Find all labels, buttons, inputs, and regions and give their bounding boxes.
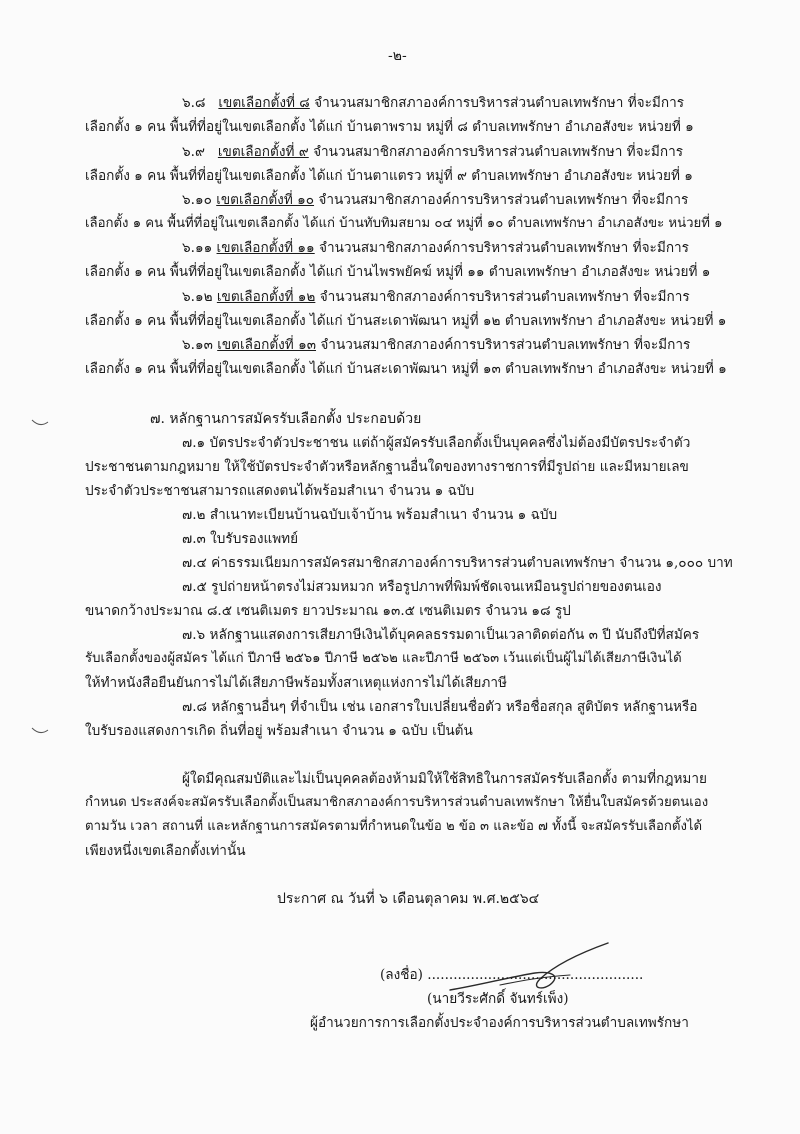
requirement-line: ให้ทำหนังสือยืนยันการไม่ได้เสียภาษีพร้อมทั้งสาเหตุแห่งการไม่ได้เสียภาษี [85,675,507,691]
requirement-line: ประชาชนตามกฎหมาย ให้ใช้บัตรประจำตัวหรือหลักฐานอื่นใดของทางราชการที่มีรูปถ่าย และมีหมายเลข [85,459,689,475]
district-area: เลือกตั้ง ๑ คน พื้นที่ที่อยู่ในเขตเลือกตั้ง ได้แก่ บ้านทับทิมสยาม ๐๔ หมู่ที่ ๑๐ ตำบลเทพรักษา อำเภอสังขะ หน่วยที่ ๑ [85,216,723,231]
requirement-line: ๗.๕ รูปถ่ายหน้าตรงไม่สวมหมวก หรือรูปภาพที่พิมพ์ชัดเจนเหมือนรูปถ่ายของตนเอง [182,579,662,595]
district-text: จำนวนสมาชิกสภาองค์การบริหารส่วนตำบลเทพรักษา ที่จะมีการ [319,289,690,305]
closing-paragraph-line: กำหนด ประสงค์จะสมัครรับเลือกตั้งเป็นสมาชิกสภาองค์การบริหารส่วนตำบลเทพรักษา ให้ยื่นใบสมัครด้วยตนเอง [85,795,709,810]
requirement-line: ๗.๓ ใบรับรองแพทย์ [182,531,299,547]
district-label: เขตเลือกตั้งที่ ๑๑ [216,240,315,256]
district-area: เลือกตั้ง ๑ คน พื้นที่ที่อยู่ในเขตเลือกตั้ง ได้แก่ บ้านสะเดาพัฒนา หมู่ที่ ๑๒ ตำบลเทพรักษา อำเภอสังขะ หน่วยที่ ๑ [85,313,727,329]
district-number: ๖.๑๐ [182,192,212,208]
announcement-date: ประกาศ ณ วันที่ ๖ เดือนตุลาคม พ.ศ.๒๕๖๔ [277,891,540,907]
signatory-position: ผู้อำนวยการการเลือกตั้งประจำองค์การบริหารส่วนตำบลเทพรักษา [310,1015,689,1031]
district-label: เขตเลือกตั้งที่ ๑๒ [216,289,316,305]
district-line [182,93,684,113]
district-label: เขตเลือกตั้งที่ ๑๐ [216,192,315,208]
requirement-line: ๗.๘ หลักฐานอื่นๆ ที่จำเป็น เช่น เอกสารใบเปลี่ยนชื่อตัว หรือชื่อสกุล สูติบัตร หลักฐานหรือ [182,699,698,715]
signature-line: (ลงชื่อ) .................................................. [380,967,644,983]
page-number: -๒- [388,48,407,64]
district-line [182,335,690,355]
district-text: จำนวนสมาชิกสภาองค์การบริหารส่วนตำบลเทพรักษา ที่จะมีการ [319,240,689,256]
requirement-line: ประจำตัวประชาชนสามารถแสดงตนได้พร้อมสำเนา จำนวน ๑ ฉบับ [85,483,475,499]
district-number: ๖.๙ [182,144,205,160]
requirement-line: ๗.๒ สำเนาทะเบียนบ้านฉบับเจ้าบ้าน พร้อมสำเนา จำนวน ๑ ฉบับ [182,507,558,523]
district-number: ๖.๑๒ [182,289,213,305]
district-text: จำนวนสมาชิกสภาองค์การบริหารส่วนตำบลเทพรักษา ที่จะมีการ [314,95,685,111]
district-area: เลือกตั้ง ๑ คน พื้นที่ที่อยู่ในเขตเลือกตั้ง ได้แก่ บ้านสะเดาพัฒนา หมู่ที่ ๑๓ ตำบลเทพรักษา อำเภอสังขะ หน่วยที่ ๑ [85,361,727,377]
district-text: จำนวนสมาชิกสภาองค์การบริหารส่วนตำบลเทพรักษา ที่จะมีการ [318,192,689,208]
district-area: เลือกตั้ง ๑ คน พื้นที่ที่อยู่ในเขตเลือกตั้ง ได้แก่ บ้านตาแตรว หมู่ที่ ๙ ตำบลเทพรักษา อำเภอสังขะ หน่วยที่ ๑ [85,168,693,184]
district-line [182,238,689,258]
district-number: ๖.๑๑ [182,240,213,256]
district-text: จำนวนสมาชิกสภาองค์การบริหารส่วนตำบลเทพรักษา ที่จะมีการ [313,144,684,160]
district-text: จำนวนสมาชิกสภาองค์การบริหารส่วนตำบลเทพรักษา ที่จะมีการ [320,337,691,353]
section-heading: ๗. หลักฐานการสมัครรับเลือกตั้ง ประกอบด้วย [150,411,422,427]
closing-paragraph-line: เพียงหนึ่งเขตเลือกตั้งเท่านั้น [85,843,246,859]
requirement-line: ใบรับรองแสดงการเกิด ถิ่นที่อยู่ พร้อมสำเนา จำนวน ๑ ฉบับ เป็นต้น [85,723,473,739]
requirement-line: ๗.๖ หลักฐานแสดงการเสียภาษีเงินได้บุคคลธรรมดาเป็นเวลาติดต่อกัน ๓ ปี นับถึงปีที่สมัคร [182,627,700,643]
district-area: เลือกตั้ง ๑ คน พื้นที่ที่อยู่ในเขตเลือกตั้ง ได้แก่ บ้านไพรพยัคฆ์ หมู่ที่ ๑๑ ตำบลเทพรักษา อำเภอสังขะ หน่วยที่ ๑ [85,264,711,280]
district-label: เขตเลือกตั้งที่ ๘ [218,95,310,111]
district-line [182,142,683,162]
closing-paragraph-line: ตามวัน เวลา สถานที่ และหลักฐานการสมัครตามที่กำหนดในข้อ ๒ ข้อ ๓ และข้อ ๗ ทั้งนี้ จะสมัครรับเลือกตั้งได้ [85,819,703,834]
district-label: เขตเลือกตั้งที่ ๙ [217,144,309,160]
requirement-line: รับเลือกตั้งของผู้สมัคร ได้แก่ ปีภาษี ๒๕๖๑ ปีภาษี ๒๕๖๒ และปีภาษี ๒๕๖๓ เว้นแต่เป็นผู้ไม่ได้เสียภาษีเงินได้ [85,651,682,666]
district-number: ๖.๘ [182,95,206,111]
district-label: เขตเลือกตั้งที่ ๑๓ [217,337,317,353]
district-area: เลือกตั้ง ๑ คน พื้นที่ที่อยู่ในเขตเลือกตั้ง ได้แก่ บ้านตาพราม หมู่ที่ ๘ ตำบลเทพรักษา อำเภอสังขะ หน่วยที่ ๑ [85,119,694,135]
closing-paragraph-line: ผู้ใดมีคุณสมบัติและไม่เป็นบุคคลต้องห้ามมิให้ใช้สิทธิในการสมัครรับเลือกตั้ง ตามที่กฎหมาย [182,771,707,787]
margin-mark-icon [30,418,50,428]
district-number: ๖.๑๓ [182,337,213,353]
district-line [182,190,688,210]
margin-mark-icon [30,726,50,736]
requirement-line: ๗.๔ ค่าธรรมเนียมการสมัครสมาชิกสภาองค์การบริหารส่วนตำบลเทพรักษา จำนวน ๑,๐๐๐ บาท [182,555,733,571]
district-line [182,287,690,307]
signatory-name: (นายวีระศักดิ์ จันทร์เพ็ง) [427,991,569,1007]
requirement-line: ๗.๑ บัตรประจำตัวประชาชน แต่ถ้าผู้สมัครรับเลือกตั้งเป็นบุคคลซึ่งไม่ต้องมีบัตรประจำตัว [182,435,691,451]
requirement-line: ขนาดกว้างประมาณ ๘.๕ เซนติเมตร ยาวประมาณ ๑๓.๕ เซนติเมตร จำนวน ๑๘ รูป [85,603,571,619]
